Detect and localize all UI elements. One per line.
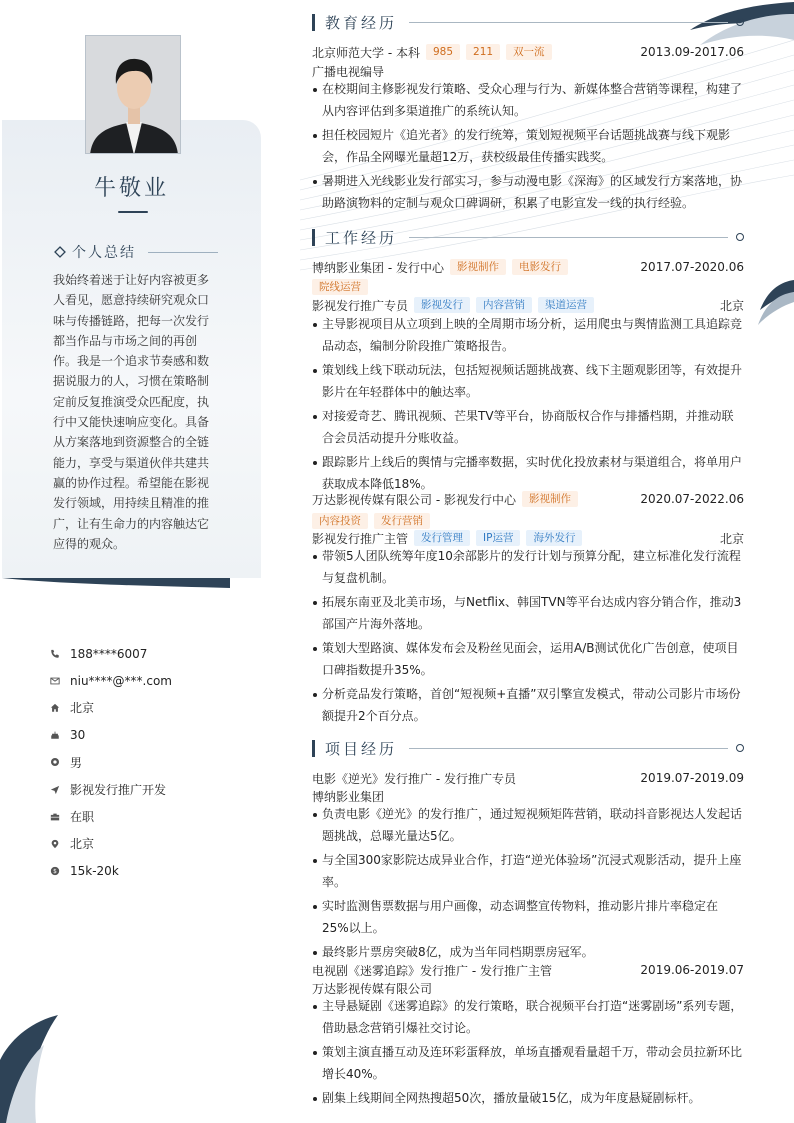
job-date: 2020.07-2022.06 <box>640 492 744 506</box>
job-bullets <box>312 546 744 730</box>
contact-text: niu****@***.com <box>70 673 172 688</box>
project-bullets <box>312 804 744 967</box>
contact-item <box>50 667 172 694</box>
home-icon <box>50 703 70 713</box>
summary-text: 我始终着迷于让好内容被更多人看见，愿意持续研究观众口味与传播链路，把每一次发行都当作品与市场之间的再创作。我是一个追求节奏感和数据说服力的人，习惯在策略制定前反复推演受众匹配度，执行中又能快速响应变化。具备从方案落地到资源整合的全链能力，享受与渠道伙伴共建共赢的协作过程。希望能在影视发行领域，用持续且精准的推广，让有生命力的内容触达它应得的观众。 <box>53 273 210 551</box>
job-company-row <box>312 258 744 276</box>
list-item: 暑期进入光线影业发行部实习，参与动漫电影《深海》的区域发行方案落地，协助路演物料的定制与观众口碑调研，积累了电影宣发一线的执行经验。 <box>312 171 744 215</box>
job-city: 北京 <box>719 298 744 313</box>
summary-divider <box>148 252 218 253</box>
company-tag: 影视制作 <box>522 491 578 507</box>
cake-icon <box>50 730 70 740</box>
job-company: 博纳影业集团 - 发行中心 <box>312 260 444 275</box>
role-tag: 内容营销 <box>476 297 532 313</box>
education-row <box>312 43 744 61</box>
contact-item <box>50 694 172 721</box>
svg-text:$: $ <box>53 869 57 876</box>
location-icon <box>50 839 70 849</box>
list-item: 在校期间主修影视发行策略、受众心理与行为、新媒体整合营销等课程，构建了从内容评估到多渠道推广的系统认知。 <box>312 79 744 123</box>
section-title: 教育经历 <box>325 13 398 32</box>
list-item: 负责电影《逆光》的发行推广，通过短视频矩阵营销，联动抖音影视达人发起话题挑战，总曝光量达5亿。 <box>312 804 744 848</box>
role-tag: 海外发行 <box>526 530 582 546</box>
list-item: 跟踪影片上线后的舆情与完播率数据，实时优化投放素材与渠道组合，将单用户获取成本降低18%。 <box>312 452 744 496</box>
list-item: 剧集上线期间全网热搜超50次，播放量破15亿，成为年度悬疑剧标杆。 <box>312 1088 744 1110</box>
contact-text: 影视发行推广开发 <box>70 783 167 798</box>
list-item: 带领5人团队统筹年度10余部影片的发行计划与预算分配，建立标准化发行流程与复盘机制。 <box>312 546 744 590</box>
contact-text: 北京 <box>70 837 95 852</box>
job-city: 北京 <box>719 531 744 546</box>
profile-photo <box>85 35 181 154</box>
contact-item <box>50 776 172 803</box>
briefcase-icon <box>50 812 70 822</box>
section-education-header <box>312 12 744 32</box>
job-role-row <box>312 296 744 314</box>
project-org: 万达影视传媒有限公司 <box>312 982 433 996</box>
project-bullets <box>312 996 744 1112</box>
school-name: 北京师范大学 - 本科 <box>312 45 420 60</box>
list-item: 主导影视项目从立项到上映的全周期市场分析，运用爬虫与舆情监测工具追踪竞品动态，编制分阶段推广策略报告。 <box>312 314 744 358</box>
list-item: 拓展东南亚及北美市场，与Netflix、韩国TVN等平台达成内容分销合作，推动3部国产片海外落地。 <box>312 592 744 636</box>
section-projects-header <box>312 738 744 758</box>
section-bar <box>312 229 315 246</box>
gender-icon <box>50 757 70 767</box>
candidate-name: 牛敬业 <box>93 176 169 201</box>
school-tag: 双一流 <box>506 44 552 60</box>
school-tag: 985 <box>426 44 460 60</box>
section-rule <box>409 748 728 749</box>
project-org: 博纳影业集团 <box>312 790 385 804</box>
job-role: 影视发行推广主管 <box>312 531 409 546</box>
section-dot-icon <box>736 233 744 241</box>
job-company-tags-row <box>312 512 744 530</box>
list-item: 策划主演直播互动及连环彩蛋释放，单场直播观看量超千万，带动会员拉新环比增长40%。 <box>312 1042 744 1086</box>
section-title: 项目经历 <box>325 739 398 758</box>
contact-item <box>50 830 172 857</box>
contact-text: 188****6007 <box>70 646 148 661</box>
company-tag: 影视制作 <box>450 259 506 275</box>
summary-header <box>54 242 218 262</box>
salary-icon <box>50 866 70 876</box>
education-major: 广播电视编导 <box>312 65 385 79</box>
job-company-row <box>312 490 744 508</box>
section-rule <box>409 22 728 23</box>
list-item: 对接爱奇艺、腾讯视频、芒果TV等平台，协商版权合作与排播档期，并推动联合会员活动提升分账收益。 <box>312 406 744 450</box>
project-name: 电视剧《迷雾追踪》发行推广 - 发行推广主管 <box>312 963 552 978</box>
contact-item <box>50 722 172 749</box>
company-tag: 电影发行 <box>512 259 568 275</box>
job-role-row <box>312 529 744 547</box>
role-tag: 发行管理 <box>414 530 470 546</box>
job-date: 2017.07-2020.06 <box>640 260 744 274</box>
role-tag: IP运营 <box>476 530 520 546</box>
list-item: 担任校园短片《追光者》的发行统筹，策划短视频平台话题挑战赛与线下观影会，作品全网曝光量超12万，获校级最佳传播实践奖。 <box>312 125 744 169</box>
section-dot-icon <box>736 744 744 752</box>
contact-list <box>50 640 172 885</box>
project-row <box>312 961 744 979</box>
list-item: 主导悬疑剧《迷雾追踪》的发行策略，联合视频平台打造“迷雾剧场”系列专题，借助悬念营销引爆社交讨论。 <box>312 996 744 1040</box>
role-tag: 影视发行 <box>414 297 470 313</box>
mail-icon <box>50 676 70 686</box>
list-item: 策划大型路演、媒体发布会及粉丝见面会，运用A/B测试优化广告创意，使项目口碑指数提升35%。 <box>312 638 744 682</box>
role-tag: 渠道运营 <box>538 297 594 313</box>
contact-item <box>50 749 172 776</box>
job-company: 万达影视传媒有限公司 - 影视发行中心 <box>312 492 516 507</box>
contact-text: 北京 <box>70 701 95 716</box>
contact-text: 15k-20k <box>70 864 119 879</box>
school-tag: 211 <box>466 44 500 60</box>
project-date: 2019.06-2019.07 <box>640 963 744 977</box>
section-title: 工作经历 <box>325 228 398 247</box>
section-bar <box>312 740 315 757</box>
section-work-header <box>312 227 744 247</box>
job-company-tags-row <box>312 278 744 296</box>
education-bullets <box>312 79 744 217</box>
company-tag: 院线运营 <box>312 279 368 295</box>
section-rule <box>409 237 728 238</box>
section-dot-icon <box>736 18 744 26</box>
contact-text: 30 <box>70 728 86 743</box>
contact-item <box>50 640 172 667</box>
summary-title: 个人总结 <box>72 245 136 261</box>
list-item: 与全国300家影院达成异业合作，打造“逆光体验场”沉浸式观影活动，提升上座率。 <box>312 850 744 894</box>
job-bullets <box>312 314 744 498</box>
project-date: 2019.07-2019.09 <box>640 771 744 785</box>
contact-text: 在职 <box>70 810 95 825</box>
send-icon <box>50 785 70 795</box>
name-underline <box>118 211 148 213</box>
project-name: 电影《逆光》发行推广 - 发行推广专员 <box>312 771 516 786</box>
list-item: 分析竞品发行策略，首创“短视频+直播”双引擎宣发模式，带动公司影片市场份额提升2个百分点。 <box>312 684 744 728</box>
summary-diamond-icon <box>54 246 66 258</box>
company-tag: 内容投资 <box>312 513 368 529</box>
list-item: 最终影片票房突破8亿，成为当年同档期票房冠军。 <box>312 942 744 964</box>
contact-item <box>50 858 172 885</box>
contact-item <box>50 803 172 830</box>
list-item: 实时监测售票数据与用户画像，动态调整宣传物料，推动影片排片率稳定在25%以上。 <box>312 896 744 940</box>
contact-text: 男 <box>70 755 83 770</box>
job-role: 影视发行推广专员 <box>312 298 409 313</box>
section-bar <box>312 14 315 31</box>
education-date: 2013.09-2017.06 <box>640 45 744 59</box>
list-item: 策划线上线下联动玩法，包括短视频话题挑战赛、线下主题观影团等，有效提升影片在年轻群体中的触达率。 <box>312 360 744 404</box>
project-row <box>312 769 744 787</box>
phone-icon <box>50 649 70 659</box>
company-tag: 发行营销 <box>374 513 430 529</box>
